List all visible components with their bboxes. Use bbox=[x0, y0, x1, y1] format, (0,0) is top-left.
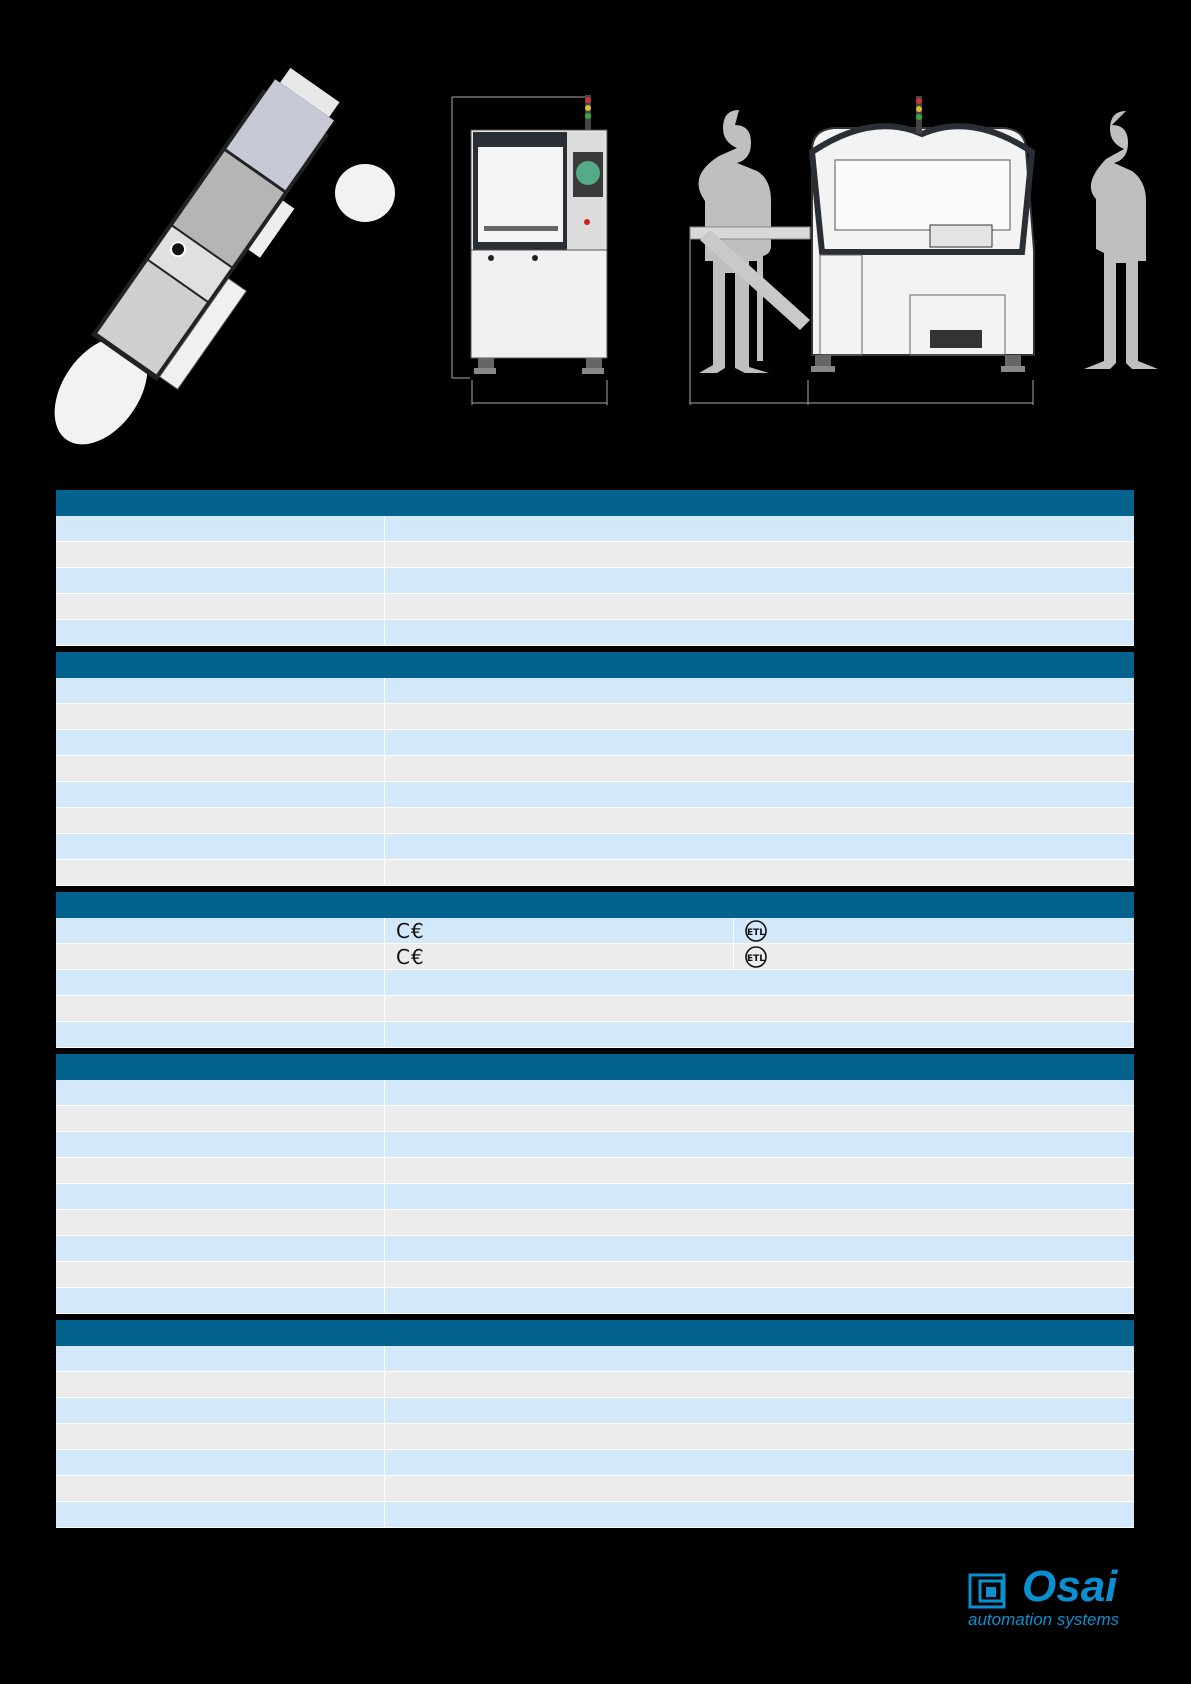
etl-mark-label: ETL bbox=[746, 954, 766, 964]
column-divider bbox=[384, 970, 385, 995]
column-divider bbox=[384, 568, 385, 593]
column-divider bbox=[384, 1372, 385, 1397]
spec-row bbox=[56, 594, 1134, 620]
spec-row bbox=[56, 970, 1134, 996]
column-divider bbox=[384, 1424, 385, 1449]
column-divider bbox=[384, 1262, 385, 1287]
column-divider bbox=[384, 808, 385, 833]
column-divider bbox=[384, 678, 385, 703]
section-header bbox=[56, 1054, 1134, 1080]
machine-front-view-drawing bbox=[452, 95, 607, 405]
spec-row bbox=[56, 1372, 1134, 1398]
section-header bbox=[56, 892, 1134, 918]
column-divider bbox=[384, 516, 385, 541]
column-divider bbox=[384, 1288, 385, 1313]
column-divider bbox=[384, 860, 385, 885]
spec-row bbox=[56, 1262, 1134, 1288]
spec-row bbox=[56, 1132, 1134, 1158]
spec-row bbox=[56, 704, 1134, 730]
logo-name: Osai bbox=[1022, 1562, 1118, 1611]
column-divider bbox=[384, 1184, 385, 1209]
spec-row bbox=[56, 1424, 1134, 1450]
osai-logo bbox=[962, 1562, 1142, 1632]
spec-row bbox=[56, 1346, 1134, 1372]
column-divider bbox=[384, 782, 385, 807]
column-divider bbox=[384, 1450, 385, 1475]
spec-row bbox=[56, 1210, 1134, 1236]
spec-table bbox=[56, 490, 1134, 1528]
column-divider bbox=[384, 1106, 385, 1131]
machine-illustrations bbox=[0, 0, 1191, 450]
column-divider bbox=[384, 944, 385, 969]
spec-row bbox=[56, 808, 1134, 834]
spec-row bbox=[56, 1106, 1134, 1132]
column-divider bbox=[384, 756, 385, 781]
column-divider bbox=[384, 996, 385, 1021]
osai-logo-icon bbox=[968, 1571, 1012, 1611]
logo-tagline: automation systems bbox=[968, 1610, 1120, 1629]
spec-row bbox=[56, 996, 1134, 1022]
etl-mark-icon bbox=[740, 920, 780, 942]
column-divider bbox=[384, 1022, 385, 1047]
column-divider bbox=[384, 704, 385, 729]
spec-row bbox=[56, 1184, 1134, 1210]
column-divider bbox=[384, 918, 385, 943]
column-divider bbox=[733, 918, 734, 943]
spec-row bbox=[56, 1288, 1134, 1314]
spec-row bbox=[56, 678, 1134, 704]
column-divider bbox=[384, 1398, 385, 1423]
spec-row bbox=[56, 1450, 1134, 1476]
column-divider bbox=[384, 1210, 385, 1235]
spec-row bbox=[56, 782, 1134, 808]
spec-section bbox=[56, 652, 1134, 886]
etl-mark-label: ETL bbox=[746, 928, 766, 938]
spec-row bbox=[56, 516, 1134, 542]
column-divider bbox=[384, 542, 385, 567]
spec-row bbox=[56, 1236, 1134, 1262]
column-divider bbox=[384, 1080, 385, 1105]
ce-mark-icon: C€ bbox=[396, 919, 425, 943]
section-header bbox=[56, 652, 1134, 678]
spec-row bbox=[56, 756, 1134, 782]
spec-row bbox=[56, 918, 1134, 944]
machine-side-view-with-operators bbox=[690, 96, 1158, 405]
column-divider bbox=[384, 1236, 385, 1261]
spec-section bbox=[56, 490, 1134, 646]
machine-top-view-drawing bbox=[34, 62, 366, 450]
column-divider bbox=[384, 594, 385, 619]
ce-mark-icon: C€ bbox=[396, 945, 425, 969]
spec-row bbox=[56, 944, 1134, 970]
column-divider bbox=[384, 1346, 385, 1371]
spec-row bbox=[56, 1398, 1134, 1424]
etl-mark-icon bbox=[740, 946, 780, 968]
spec-row bbox=[56, 1080, 1134, 1106]
column-divider bbox=[384, 1132, 385, 1157]
spec-row bbox=[56, 730, 1134, 756]
spec-row bbox=[56, 1476, 1134, 1502]
column-divider bbox=[384, 620, 385, 645]
column-divider bbox=[384, 730, 385, 755]
column-divider bbox=[733, 944, 734, 969]
section-header bbox=[56, 1320, 1134, 1346]
spec-row bbox=[56, 542, 1134, 568]
spec-row bbox=[56, 1022, 1134, 1048]
section-header bbox=[56, 490, 1134, 516]
spec-row bbox=[56, 1502, 1134, 1528]
spec-section bbox=[56, 892, 1134, 1048]
column-divider bbox=[384, 1502, 385, 1527]
spec-row bbox=[56, 834, 1134, 860]
column-divider bbox=[384, 1158, 385, 1183]
spec-row bbox=[56, 568, 1134, 594]
column-divider bbox=[384, 1476, 385, 1501]
column-divider bbox=[384, 834, 385, 859]
spec-row bbox=[56, 860, 1134, 886]
spec-section bbox=[56, 1320, 1134, 1528]
spec-row bbox=[56, 1158, 1134, 1184]
spec-row bbox=[56, 620, 1134, 646]
top-view-disc bbox=[335, 164, 395, 222]
spec-section bbox=[56, 1054, 1134, 1314]
